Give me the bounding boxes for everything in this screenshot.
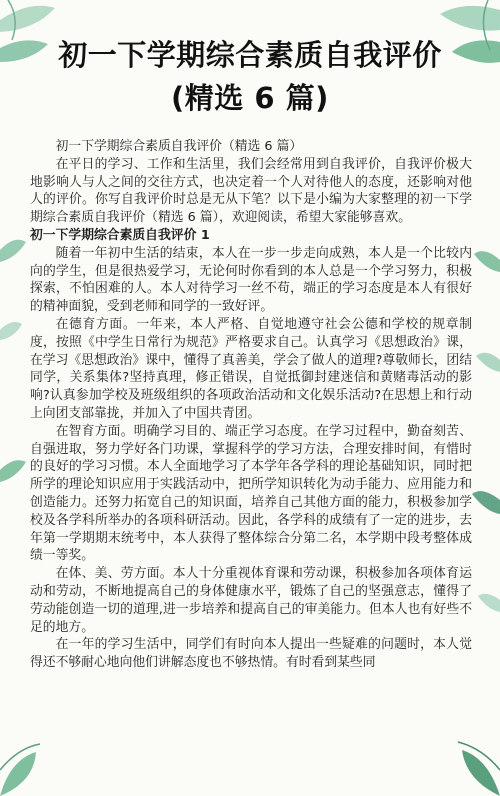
leaf-bottom-left-icon xyxy=(0,744,40,796)
page-title-line-2: (精选 6 篇) xyxy=(171,81,329,115)
intro-paragraph: 在平日的学习、工作和生活里，我们会经常用到自我评价，自我评价极大地影响人与人之间的交往方式，也决定着一个人对待他人的态度，还影响对他人的评价。你写自我评价时总是无从下笔？以下是小编为大家整理的初一下学期综合素质自我评价（精选 6 篇），欢迎阅读，希望大家能够喜欢。 xyxy=(30,156,472,226)
body-paragraph: 在智育方面。明确学习目的、端正学习态度。在学习过程中，勤奋刻苦、自强进取，努力学好各门功课，掌握科学的学习方法，合理安排时间，有惜时的良好的学习习惯。本人全面地学习了本学年各学科的理论基础知识，同时把所学的理论知识应用于实践活动中，把所学知识转化为动手能力、应用能力和创造能力。还努力拓宽自己的知识面，培养自己其他方面的能力，积极参加学校及各学科所举办的各项科研活动。因此，各学科的成绩有了一定的进步，去年第一学期期末统考中，本人获得了整体综合分第二名，本学期中段考整体成绩一等奖。 xyxy=(30,423,472,564)
body-paragraph: 在一年的学习生活中，同学们有时向本人提出一些疑难的问题时，本人觉得还不够耐心地向他们讲解态度也不够热情。有时看到某些同 xyxy=(30,637,472,671)
page-title xyxy=(0,34,500,120)
body-paragraph: 随着一年初中生活的结束，本人在一步一步走向成熟，本人是一个比较内向的学生，但是很热爱学习，无论何时你看到的本人总是一个学习努力，积极探索，不怕困难的人。本人对待学习一丝不苟，端正的学习态度是本人有很好的精神面貌，受到老师和同学的一致好评。 xyxy=(30,245,472,315)
leaf-left-icon xyxy=(0,240,26,482)
article-subtitle: 初一下学期综合素质自我评价（精选 6 篇） xyxy=(55,139,303,154)
body-paragraph: 在德育方面。一年来，本人严格、自觉地遵守社会公德和学校的规章制度，按照《中学生日常行为规范》严格要求自己。认真学习《思想政治》课，在学习《思想政治》课中，懂得了真善美，学会了做人的道理?尊敬师长，团结同学，关系集体?坚持真理，修正错误，自觉抵御封建迷信和黄赌毒活动的影响?认真参加学校及班级组织的各项政治活动和文化娱乐活动?在思想上和行动上向团支部靠拢，并加入了中国共青团。 xyxy=(30,316,472,421)
page-title-line-1: 初一下学期综合素质自我评价 xyxy=(58,38,442,72)
leaf-right-icon xyxy=(472,251,500,612)
section-heading: 初一下学期综合素质自我评价 1 xyxy=(30,227,210,243)
body-paragraph: 在体、美、劳方面。本人十分重视体育课和劳动课，积极参加各项体育运动和劳动，不断地提高自己的身体健康水平，锻炼了自己的坚强意志，懂得了劳动能创造一切的道理,进一步培养和提高自己的审美能力。但本人也有好些不足的地方。 xyxy=(30,566,472,635)
leaf-bottom-right-icon xyxy=(458,742,500,796)
article-body xyxy=(30,138,472,672)
